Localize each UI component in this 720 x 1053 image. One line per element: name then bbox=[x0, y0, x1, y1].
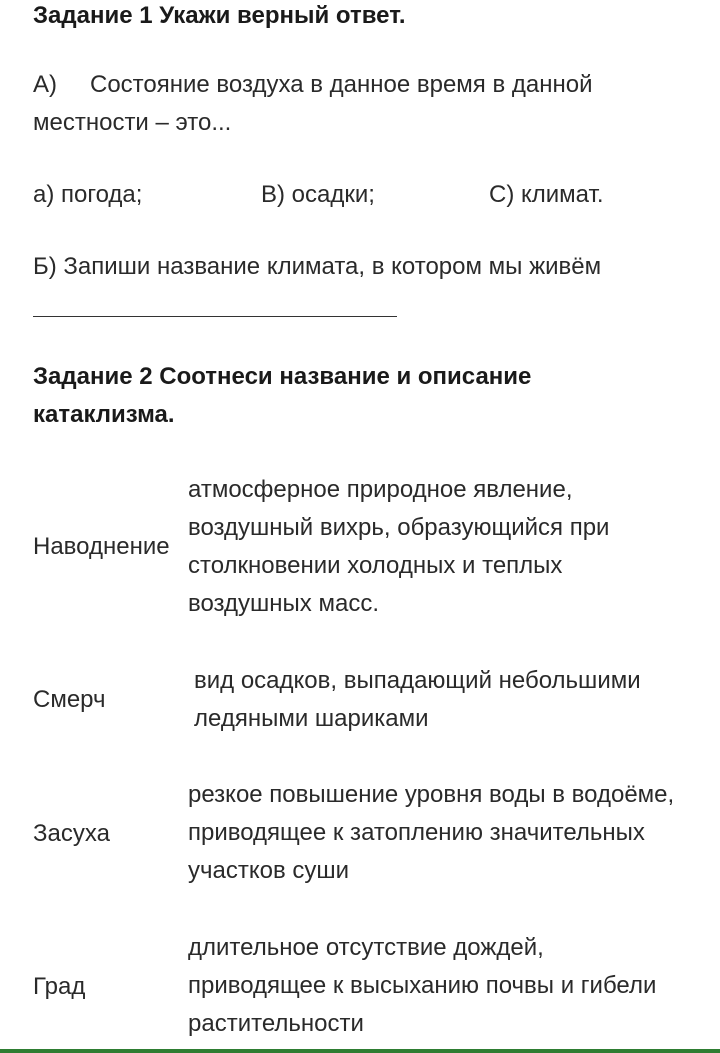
answer-option-b: В) осадки; bbox=[261, 181, 375, 208]
term-tornado: Смерч bbox=[33, 686, 106, 713]
task1-answer-options bbox=[33, 176, 693, 216]
question-a-marker: А) bbox=[33, 71, 57, 98]
term-drought: Засуха bbox=[33, 820, 110, 847]
task1-question-a bbox=[33, 66, 693, 142]
description-1: атмосферное природное явление, воздушный вихрь, образующийся при столкновении холодных и теплых воздушных масс. bbox=[188, 476, 610, 617]
description-4: длительное отсутствие дождей, приводящее к высыханию почвы и гибели растительности bbox=[188, 934, 657, 1037]
question-a-text: Состояние воздуха в данное время в данной местности – это... bbox=[33, 71, 593, 136]
term-hail: Град bbox=[33, 973, 86, 1000]
answer-option-c: С) климат. bbox=[489, 181, 604, 208]
task1-question-b: Б) Запиши название климата, в котором мы живём bbox=[33, 253, 602, 280]
term-flood: Наводнение bbox=[33, 533, 170, 560]
bottom-accent-bar bbox=[0, 1049, 720, 1053]
task2-title: Задание 2 Соотнеси название и описание катаклизма. bbox=[33, 363, 532, 428]
answer-option-a: а) погода; bbox=[33, 181, 143, 208]
description-2: вид осадков, выпадающий небольшими ледяными шариками bbox=[194, 667, 641, 732]
task1-title: Задание 1 Укажи верный ответ. bbox=[33, 2, 406, 29]
answer-blank-line bbox=[33, 316, 397, 317]
description-3: резкое повышение уровня воды в водоёме, приводящее к затоплению значительных участков суши bbox=[188, 781, 675, 884]
